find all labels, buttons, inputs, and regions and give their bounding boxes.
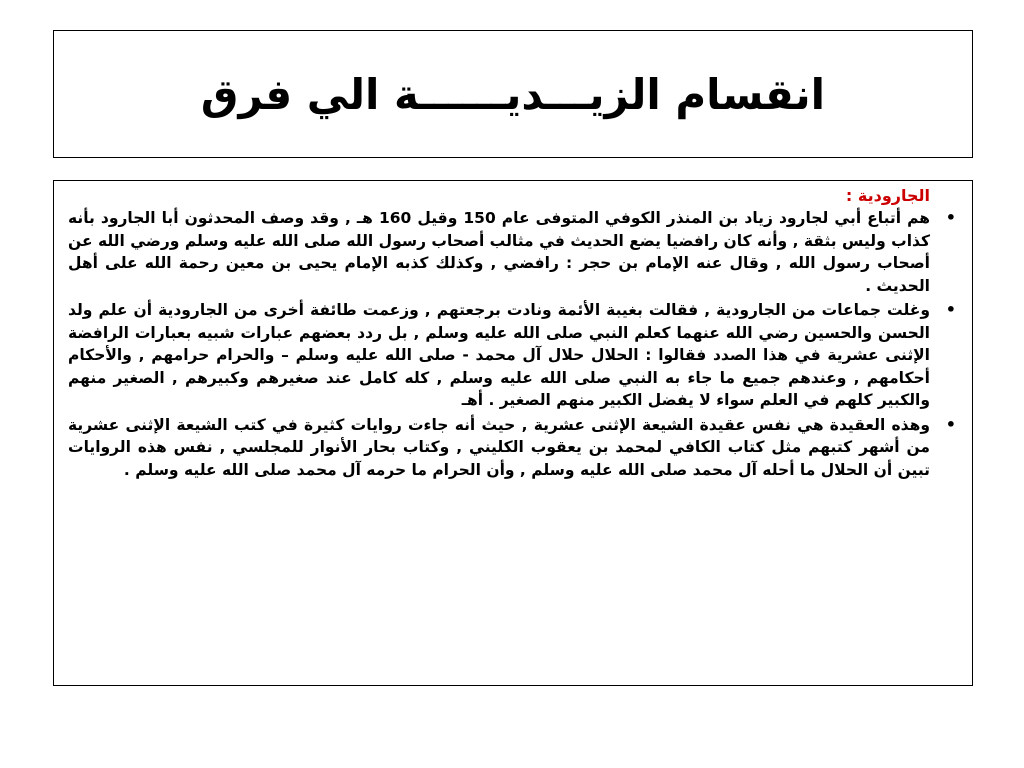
title-box (53, 30, 973, 158)
bullet-paragraph-3: • وهذه العقيدة هي نفس عقيدة الشيعة الإثنى عشرية , حيث أنه جاءت روايات كثيرة في كتب الشيعة الإثنى عشرية من أشهر كتبهم مثل كتاب الكافي لمحمد بن يعقوب الكليني , وكتاب بحار الأنوار للمجلسي , نفس هذه الروايات تبين أن الحلال ما أحله آل محمد صلى الله عليه وسلم , وأن الحرام ما حرمه آل محمد صلى الله عليه وسلم . (68, 414, 930, 482)
content-box (53, 180, 973, 686)
slide-title: انقسام الزيـــديــــــة الي فرق (200, 69, 826, 119)
subheading: الجارودية : (845, 186, 930, 205)
bullet-paragraph-2: • وغلت جماعات من الجارودية , فقالت بغيبة الأئمة ونادت برجعتهم , وزعمت طائفة أخرى من الجارودية أن علم ولد الحسن والحسين رضي الله عنهما كعلم النبي صلى الله عليه وسلم , بل ردد بعضهم عبارات شبيه بعبارات الرافضة الإثنى عشرية في هذا الصدد فقالوا : الحلال حلال آل محمد - صلى الله عليه وسلم – والحرام حرامهم , والأحكام أحكامهم , وعندهم جميع ما جاء به النبي صلى الله عليه وسلم , كله كامل عند صغيرهم وكبيرهم , الصغير منهم والكبير كلهم في العلم سواء لا يفضل الكبير منهم الصغير . أهـ (68, 299, 930, 412)
bullet-paragraph-1: • هم أتباع أبي لجارود زياد بن المنذر الكوفي المتوفى عام 150 وقيل 160 هـ , وقد وصف المحدثون أبا الجارود بأنه كذاب وليس بثقة , وأنه كان رافضيا يضع الحديث في مثالب أصحاب رسول الله صلى الله عليه وسلم ورضي الله عن أصحاب رسول الله , وقال عنه الإمام بن حجر : رافضي , وكذلك كذبه الإمام يحيى بن معين رحمة الله على أهل الحديث . (68, 207, 930, 297)
bullet-list (68, 207, 958, 481)
